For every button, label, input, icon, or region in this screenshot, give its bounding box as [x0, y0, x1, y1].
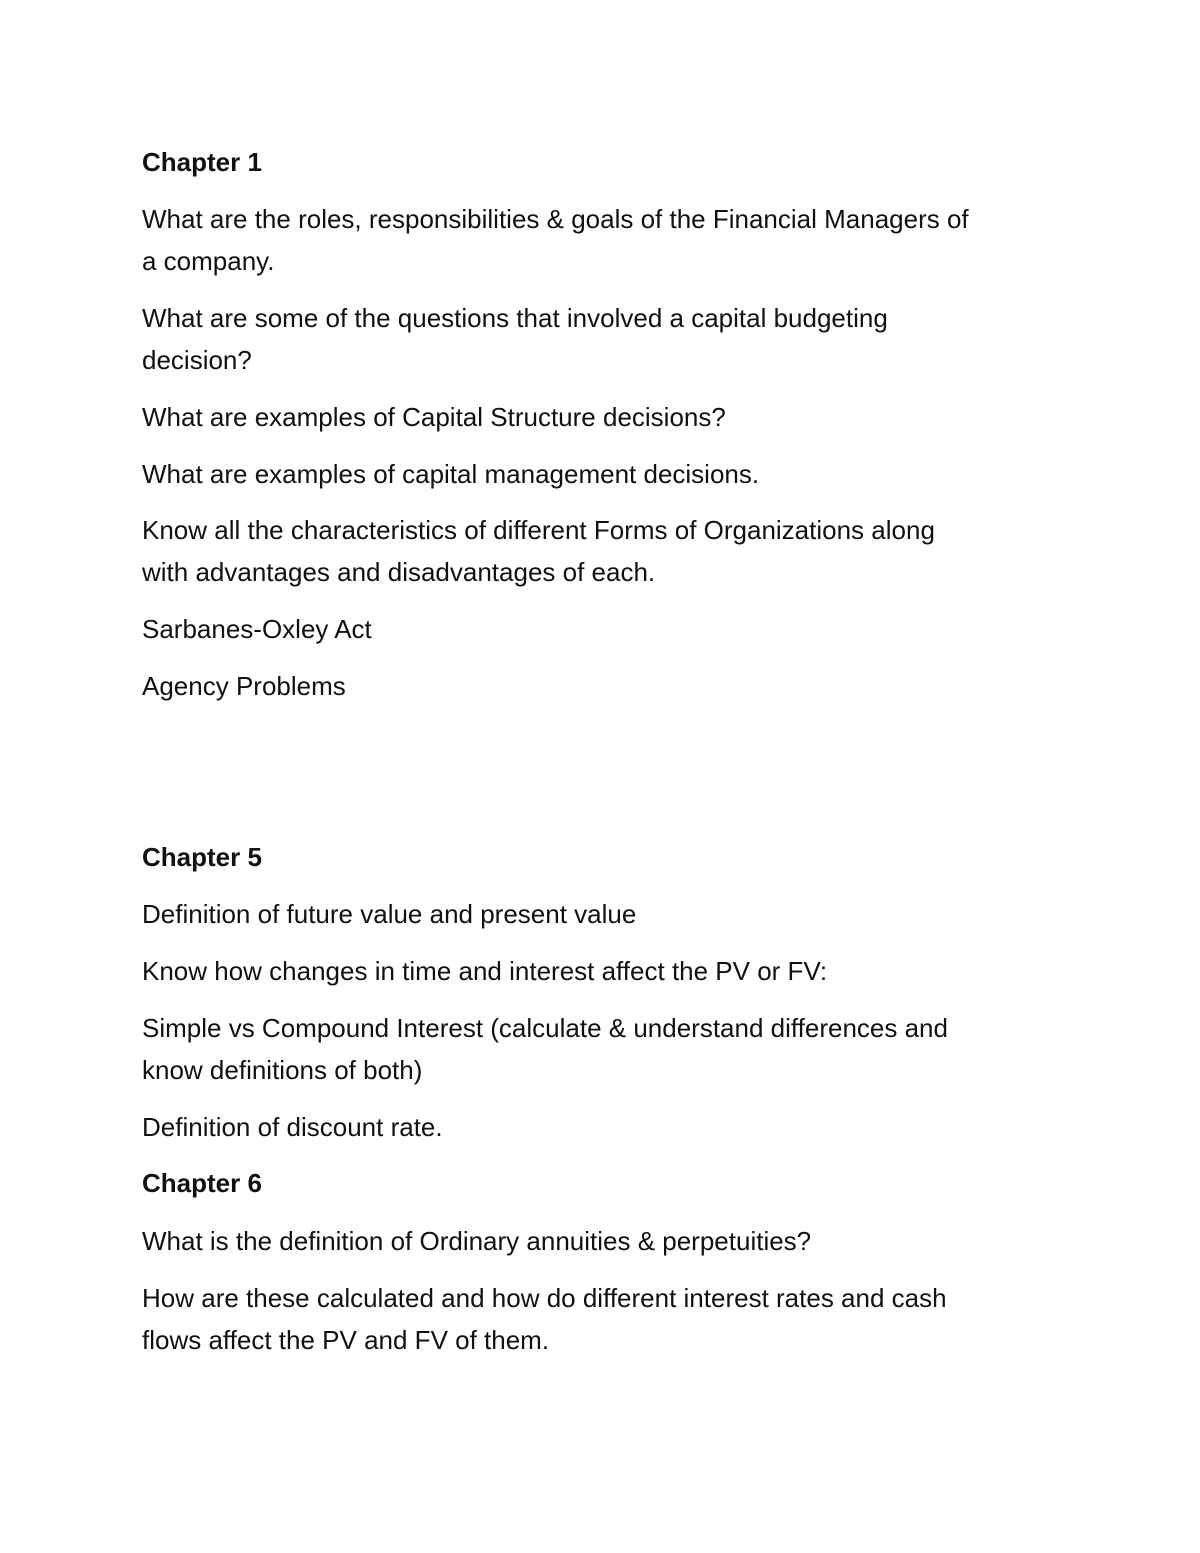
chapter-1-item-2-line-2: decision? [142, 345, 252, 375]
chapter-1-item-4: What are examples of capital management decisions. [142, 459, 760, 489]
chapter-1-item-2-line-1: What are some of the questions that involved a capital budgeting [142, 303, 888, 333]
chapter-5-heading: Chapter 5 [142, 842, 262, 872]
chapter-1-item-3: What are examples of Capital Structure decisions? [142, 402, 726, 432]
chapter-5-item-3-line-2: know definitions of both) [142, 1055, 423, 1085]
chapter-6-item-2-line-2: flows affect the PV and FV of them. [142, 1325, 550, 1355]
chapter-5-item-3-line-1: Simple vs Compound Interest (calculate & understand differences and [142, 1013, 948, 1043]
chapter-5-item-1: Definition of future value and present value [142, 899, 637, 929]
chapter-5-item-4: Definition of discount rate. [142, 1112, 443, 1142]
chapter-6-item-1: What is the definition of Ordinary annuities & perpetuities? [142, 1226, 812, 1256]
chapter-1-item-5-line-1: Know all the characteristics of different Forms of Organizations along [142, 515, 935, 545]
chapter-1-item-5-line-2: with advantages and disadvantages of each. [142, 557, 656, 587]
chapter-6-item-2-line-1: How are these calculated and how do different interest rates and cash [142, 1283, 947, 1313]
chapter-5-item-2: Know how changes in time and interest affect the PV or FV: [142, 956, 828, 986]
chapter-1-heading: Chapter 1 [142, 147, 262, 177]
chapter-6-heading: Chapter 6 [142, 1168, 262, 1198]
chapter-1-item-6: Sarbanes-Oxley Act [142, 614, 372, 644]
chapter-1-item-7: Agency Problems [142, 671, 346, 701]
chapter-1-item-1-line-2: a company. [142, 246, 275, 276]
chapter-1-item-1-line-1: What are the roles, responsibilities & goals of the Financial Managers of [142, 204, 969, 234]
